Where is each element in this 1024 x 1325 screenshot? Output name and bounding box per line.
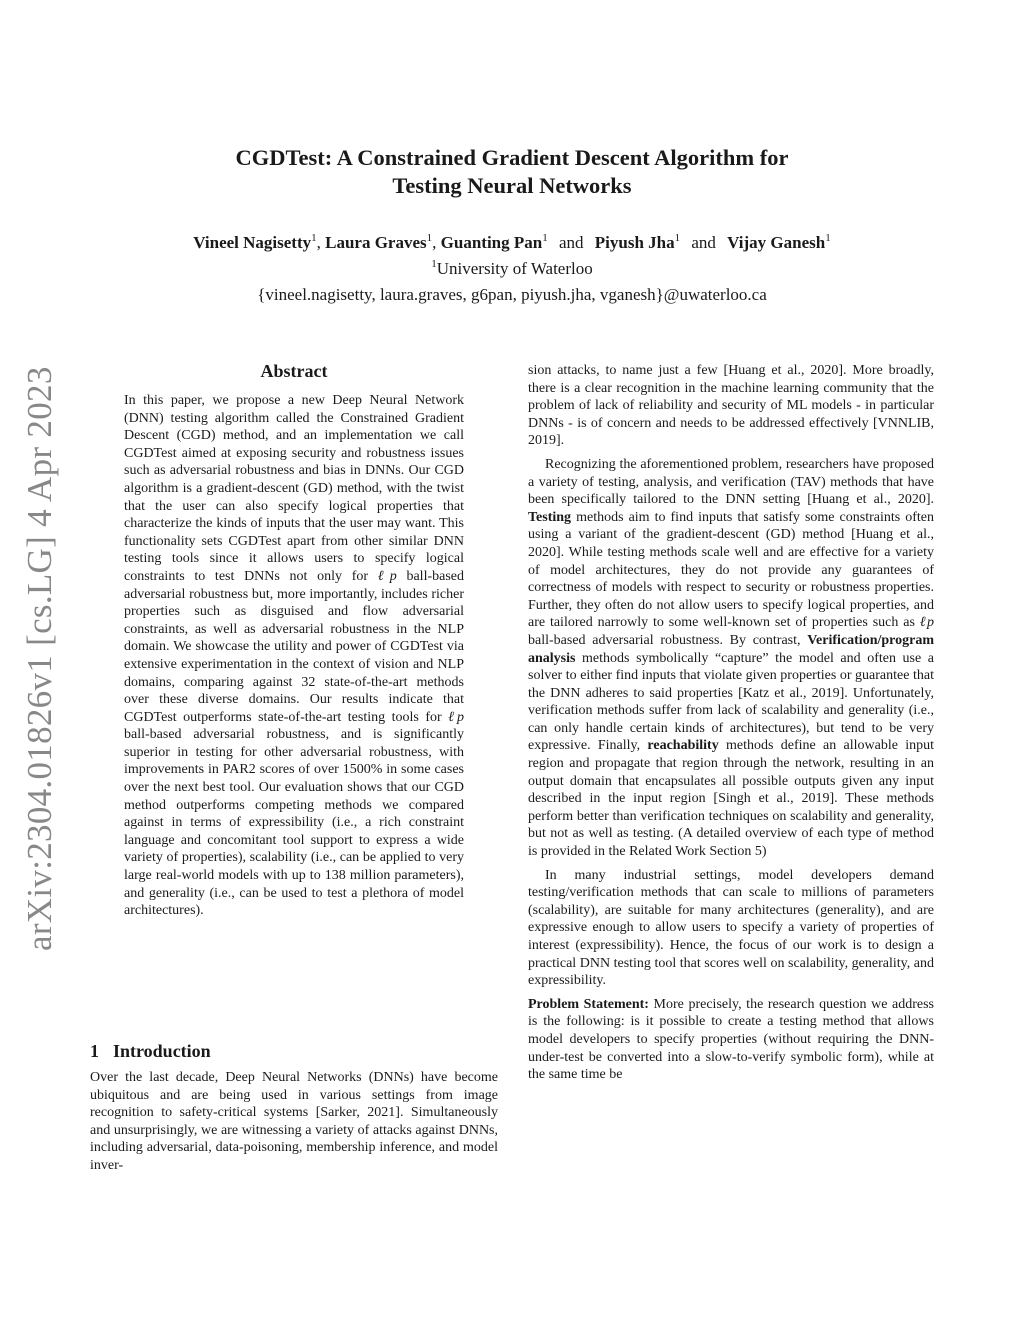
author-affil-mark: 1 — [542, 232, 548, 244]
introduction-paragraph: Over the last decade, Deep Neural Networks (DNNs) have become ubiquitous and are being used in various settings from image recognition to safety-critical systems [Sarker, 2021]. Simultaneously and unsurprisingly, we are witnessing a variety of attacks against DNNs, including adversarial, data-poisoning, membership inference, and model inver- — [90, 1070, 498, 1173]
author-and: and — [691, 233, 716, 252]
abstract-heading: Abstract — [260, 361, 328, 381]
author-affil-mark: 1 — [825, 232, 831, 244]
lp-symbol: ℓp — [448, 709, 464, 725]
author-name: Vijay Ganesh — [727, 233, 826, 252]
affiliation-mark: 1 — [431, 258, 437, 270]
author-emails: {vineel.nagisetty, laura.graves, g6pan, piyush.jha, vganesh}@uwaterloo.ca — [257, 285, 767, 304]
section-heading-introduction: 1 Introduction — [90, 1041, 211, 1061]
arxiv-identifier: arXiv:2304.01826v1 [cs.LG] 4 Apr 2023 — [20, 366, 59, 952]
title-line-1: CGDTest: A Constrained Gradient Descent Algorithm for — [235, 145, 789, 170]
keyword-testing: Testing — [528, 509, 572, 525]
author-name: Piyush Jha — [594, 233, 675, 252]
abstract-body: In this paper, we propose a new Deep Neural Network (DNN) testing algorithm called the Constrained Gradient Descent (CGD) method, and an implementation we call CGDTest aimed at exposing security and robustness issues such as adversarial robustness and bias in DNNs. Our CGD algorithm is a gradient-descent (GD) method, with the twist that the user can also specify logical properties that characterize the kinds of inputs that the user may want. This functionality sets CGDTest apart from other similar DNN testing tools since it allows users to specify logical constraints to test DNNs not only for ℓp ball-based adversarial robustness but, more importantly, includes richer properties such as disguised and flow adversarial constraints, as well as adversarial robustness in the NLP domain. We showcase the utility and power of CGDTest via extensive experimentation in the context of vision and NLP domains, comparing against 32 state-of-the-art methods over these diverse domains. Our results indicate that CGDTest outperforms state-of-the-art testing tools for ℓp ball-based adversarial robustness, and is significantly superior in testing for other adversarial robustness, with improvements in PAR2 scores of over 1500% in some cases over the next best tool. Our evaluation shows that our CGD method outperforms competing methods we compared against in terms of expressibility (i.e., a rich constraint language and concomitant tool support to express a wide variety of properties), scalability (i.e., can be applied to very large real-world models with up to 138 million parameters), and generality (i.e., can be used to test a plethora of model architectures). — [124, 393, 464, 919]
paragraph: In many industrial settings, model developers demand testing/verification methods that can scale to millions of parameters (scalability), are suitable for many architectures (generality), and are expressive enough to allow users to specify a variety of properties of interest (expressibility). Hence, the focus of our work is to design a practical DNN testing tool that scores well on scalability, generality, and expressibility. — [528, 867, 934, 989]
author-affil-mark: 1 — [311, 232, 317, 244]
paragraph: sion attacks, to name just a few [Huang et al., 2020]. More broadly, there is a clear recognition in the machine learning community that the problem of lack of reliability and security of ML models - in particular DNNs - is of concern and needs to be addressed effectively [VNNLIB, 2019]. — [528, 363, 934, 449]
affiliation: $^1$University of Waterloo — [431, 258, 593, 278]
keyword-reachability: reachability — [647, 738, 719, 754]
author-and: and — [558, 233, 584, 252]
right-column — [528, 362, 934, 1090]
author-block — [110, 230, 914, 308]
keyword-verification: Verification/program analysis — [528, 632, 934, 666]
author-name: Guanting Pan — [440, 233, 543, 252]
lp-symbol: ℓp — [919, 615, 934, 631]
author-list: Vineel Nagisetty$^1$, Laura Graves$^1$, Guanting Pan$^1$ and Piyush Jha$^1$ and Vijay Ganesh$^1$ — [193, 232, 831, 252]
author-name: Laura Graves — [325, 233, 427, 252]
problem-statement-label: Problem Statement: — [528, 996, 649, 1012]
title-line-2: Testing Neural Networks — [392, 173, 632, 198]
author-affil-mark: 1 — [674, 232, 681, 244]
paragraph: Problem Statement: More precisely, the research question we address is the following: is it possible to create a testing method that allows model developers to specify properties (without requiring the DNN-under-test be converted into a slow-to-verify symbolic form), while at the same time be — [528, 996, 934, 1083]
author-affil-mark: 1 — [426, 232, 433, 244]
paper-title — [150, 144, 874, 200]
lp-symbol: ℓp — [377, 568, 397, 584]
paragraph: Recognizing the aforementioned problem, researchers have proposed a variety of testing, analysis, and verification (TAV) methods that have been specifically tailored to the DNN setting [Huang et al., 2020]. Testing methods aim to find inputs that satisfy some constraints often using a variant of the gradient-descent (GD) method [Huang et al., 2020]. While testing methods scale well and are effective for a variety of model architectures, they do not provide any guarantees of correctness of models with respect to security or robustness properties. Further, they often do not allow users to specify logical properties, and are tailored narrowly to some well-known set of properties such as ℓp ball-based adversarial robustness. By contrast, Verification/program analysis methods symbolically “capture” the model and often use a solver to either find inputs that violate given properties or guarantee that the DNN adheres to said properties [Katz et al., 2019]. Unfortunately, verification methods suffer from lack of scalability and generality (i.e., can only handle certain kinds of architectures), but tend to be very expressive. Finally, reachability methods define an allowable input region and propagate that region through the network, resulting in an output domain that encapsulates all possible outputs given any input described in the input region [Singh et al., 2019]. These methods perform better than verification techniques on scalability and generality, but not as well as testing. (A detailed overview of each type of method is provided in the Related Work Section 5) — [528, 456, 934, 860]
author-name: Vineel Nagisetty — [193, 233, 312, 252]
